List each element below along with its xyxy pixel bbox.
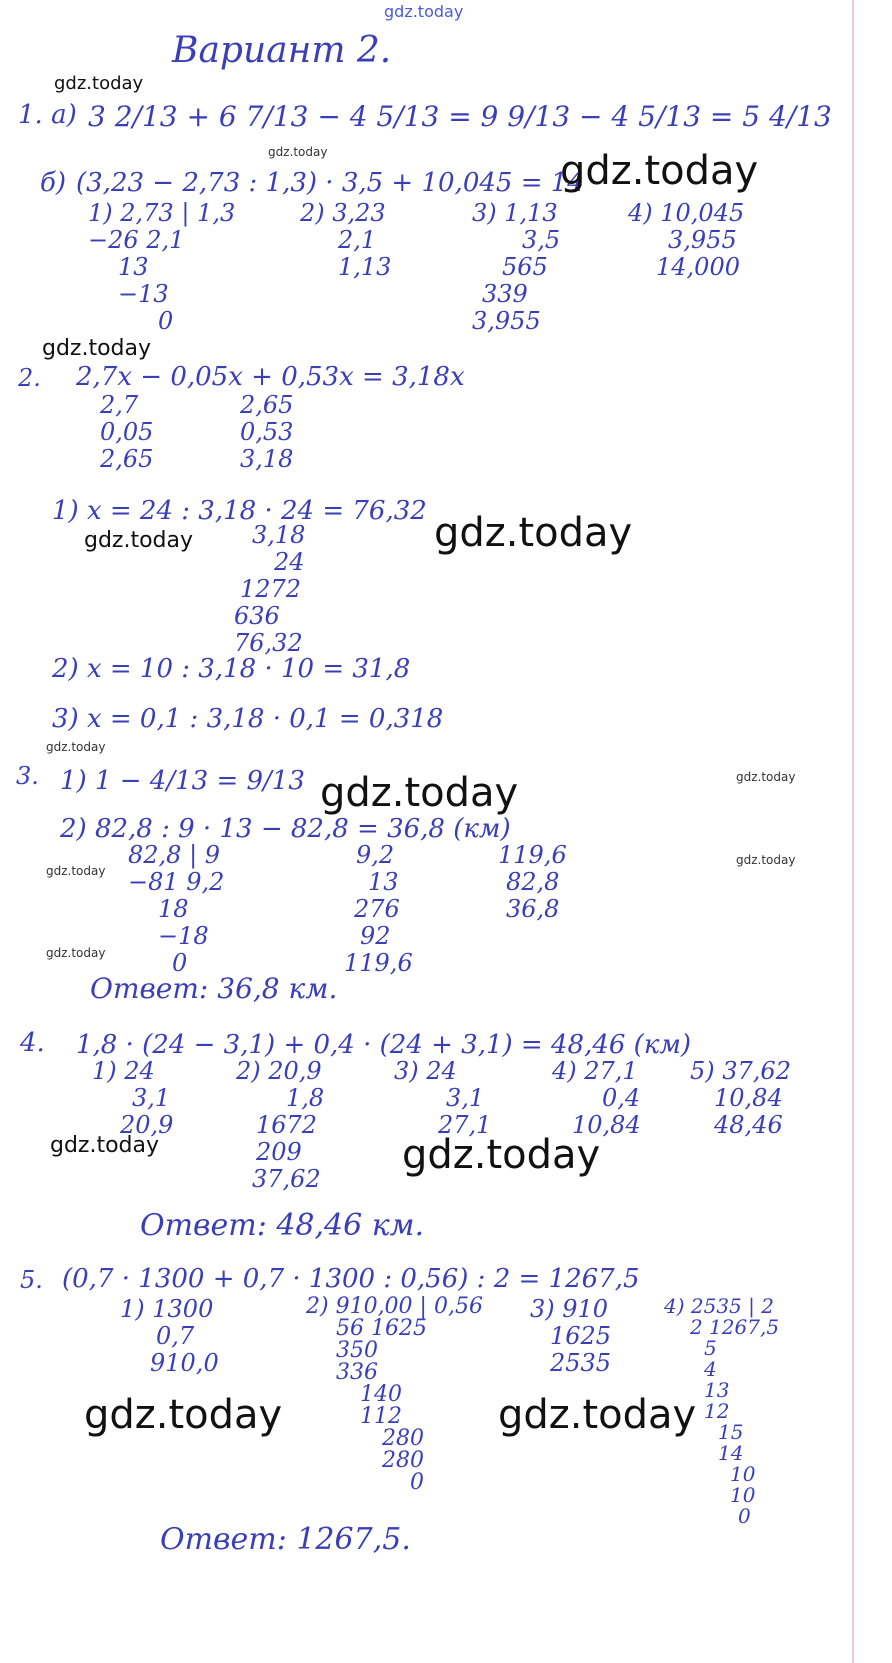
task5-step1-calc	[120, 1296, 219, 1377]
task5-step4-calc	[664, 1296, 779, 1527]
calc-line: 2,7	[100, 391, 139, 419]
task1-step4-calc	[628, 200, 744, 281]
task1-step2-calc	[300, 200, 391, 281]
calc-line: 2) 20,9	[236, 1057, 322, 1085]
task4-step5-calc	[690, 1058, 791, 1139]
watermark: gdz.today	[46, 946, 106, 960]
calc-line: 2,1	[338, 226, 377, 254]
calc-line: 209	[256, 1138, 302, 1166]
calc-line: 4	[704, 1357, 717, 1381]
calc-line: 1272	[240, 575, 302, 603]
calc-line: 3,1	[132, 1084, 171, 1112]
task4-number: 4.	[20, 1028, 45, 1058]
calc-line: 280	[382, 1426, 424, 1451]
calc-line: 13	[368, 868, 399, 896]
watermark: gdz.today	[50, 1133, 160, 1158]
calc-line: 1,8	[286, 1084, 325, 1112]
calc-line: 36,8	[506, 895, 560, 923]
calc-line: 0,4	[602, 1084, 641, 1112]
task5-answer: Ответ: 1267,5.	[160, 1522, 411, 1557]
calc-line: 910,0	[150, 1349, 219, 1377]
task4-expression: 1,8 · (24 − 3,1) + 0,4 · (24 + 3,1) = 48,46 (км)	[76, 1030, 692, 1060]
calc-line: 276	[354, 895, 400, 923]
watermark: gdz.today	[46, 864, 106, 878]
calc-line: 4) 10,045	[628, 199, 745, 227]
calc-line: 0	[172, 949, 188, 977]
task3-answer: Ответ: 36,8 км.	[90, 972, 338, 1005]
calc-line: 10,84	[714, 1084, 783, 1112]
page-title: Вариант 2.	[172, 30, 392, 71]
calc-line: 119,6	[498, 841, 567, 869]
watermark: gdz.today	[402, 1132, 601, 1178]
calc-line: 2 1267,5	[690, 1315, 780, 1339]
calc-line: 13	[704, 1378, 730, 1402]
calc-line: 3,5	[522, 226, 561, 254]
calc-line: 339	[482, 280, 528, 308]
calc-line: 0	[158, 307, 174, 335]
task3-mul-calc	[344, 842, 413, 977]
calc-line: 12	[704, 1399, 730, 1423]
calc-line: 0,53	[240, 418, 294, 446]
task2-calc-a	[100, 392, 153, 473]
calc-line: 112	[360, 1404, 402, 1429]
task4-step3-calc	[394, 1058, 491, 1139]
watermark: gdz.today	[84, 528, 194, 553]
calc-line: 4) 2535 | 2	[664, 1294, 774, 1318]
calc-line: 3) 1,13	[472, 199, 558, 227]
watermark: gdz.today	[46, 740, 106, 754]
calc-line: 1) 24	[92, 1057, 155, 1085]
calc-line: 3,18	[240, 445, 294, 473]
task1-b-number: б)	[40, 168, 67, 198]
calc-line: 10	[730, 1483, 756, 1507]
task5-step3-calc	[530, 1296, 611, 1377]
calc-line: 140	[360, 1382, 402, 1407]
calc-line: 2,65	[100, 445, 154, 473]
task3-number: 3.	[16, 762, 39, 790]
calc-line: −26 2,1	[88, 226, 185, 254]
calc-line: 82,8 | 9	[128, 841, 221, 869]
calc-line: −13	[118, 280, 169, 308]
watermark: gdz.today	[54, 73, 144, 94]
task1-step1-calc	[88, 200, 235, 335]
calc-line: 3) 910	[530, 1295, 609, 1323]
task3-step2: 2) 82,8 : 9 · 13 − 82,8 = 36,8 (км)	[60, 814, 511, 844]
watermark: gdz.today	[434, 510, 633, 556]
task3-step1: 1) 1 − 4/13 = 9/13	[60, 766, 305, 796]
calc-line: 14,000	[656, 253, 740, 281]
calc-line: 280	[382, 1448, 424, 1473]
calc-line: 27,1	[438, 1111, 492, 1139]
task5-step2-calc	[306, 1296, 483, 1494]
task1-step3-calc	[472, 200, 560, 335]
calc-line: −18	[158, 922, 209, 950]
calc-line: 1,13	[338, 253, 392, 281]
task4-step4-calc	[552, 1058, 641, 1139]
calc-line: 14	[718, 1441, 744, 1465]
calc-line: 2,65	[240, 391, 294, 419]
calc-line: 56 1625	[336, 1316, 427, 1341]
calc-line: 1) 1300	[120, 1295, 214, 1323]
watermark: gdz.today	[320, 770, 519, 816]
calc-line: 10,84	[572, 1111, 641, 1139]
task4-step2-calc	[236, 1058, 324, 1193]
task2-number: 2.	[18, 364, 41, 392]
task5-number: 5.	[20, 1266, 43, 1294]
task4-step1-calc	[92, 1058, 173, 1139]
calc-line: 3,18	[252, 521, 306, 549]
calc-line: 2) 910,00 | 0,56	[306, 1294, 483, 1319]
calc-line: 350	[336, 1338, 378, 1363]
calc-line: 0,05	[100, 418, 154, 446]
calc-line: −81 9,2	[128, 868, 225, 896]
task2-case3: 3) x = 0,1 : 3,18 · 0,1 = 0,318	[52, 704, 444, 734]
calc-line: 0	[738, 1504, 751, 1528]
task3-div-calc	[128, 842, 224, 977]
calc-line: 5) 37,62	[690, 1057, 791, 1085]
calc-line: 119,6	[344, 949, 413, 977]
watermark: gdz.today	[268, 145, 328, 159]
calc-line: 13	[118, 253, 149, 281]
calc-line: 0	[410, 1470, 424, 1495]
calc-line: 3,955	[472, 307, 541, 335]
calc-line: 9,2	[356, 841, 395, 869]
task5-expression: (0,7 · 1300 + 0,7 · 1300 : 0,56) : 2 = 1267,5	[62, 1264, 640, 1294]
task1-a-number: 1. а)	[18, 100, 77, 130]
calc-line: 5	[704, 1336, 717, 1360]
task2-case2: 2) x = 10 : 3,18 · 10 = 31,8	[52, 654, 411, 684]
task4-answer: Ответ: 48,46 км.	[140, 1208, 425, 1243]
calc-line: 1672	[256, 1111, 318, 1139]
task2-case1-calc	[234, 522, 305, 657]
calc-line: 1) 2,73 | 1,3	[88, 199, 236, 227]
task2-calc-b	[240, 392, 293, 473]
calc-line: 37,62	[252, 1165, 321, 1193]
calc-line: 48,46	[714, 1111, 783, 1139]
calc-line: 76,32	[234, 629, 303, 657]
watermark: gdz.today	[736, 770, 796, 784]
margin-line	[852, 0, 854, 1663]
watermark: gdz.today	[42, 336, 152, 361]
calc-line: 3,955	[668, 226, 737, 254]
watermark: gdz.today	[736, 853, 796, 867]
calc-line: 20,9	[120, 1111, 174, 1139]
task2-case1: 1) x = 24 : 3,18 · 24 = 76,32	[52, 496, 427, 526]
watermark: gdz.today	[84, 1392, 283, 1438]
task1-a-expression: 3 2/13 + 6 7/13 − 4 5/13 = 9 9/13 − 4 5/13 = 5 4/13	[88, 100, 832, 133]
calc-line: 24	[274, 548, 305, 576]
task3-sub-calc	[498, 842, 567, 923]
calc-line: 565	[502, 253, 548, 281]
task2-expression: 2,7x − 0,05x + 0,53x = 3,18x	[76, 362, 465, 392]
calc-line: 3,1	[446, 1084, 485, 1112]
calc-line: 336	[336, 1360, 378, 1385]
calc-line: 3) 24	[394, 1057, 457, 1085]
watermark-top: gdz.today	[384, 2, 464, 21]
calc-line: 2535	[550, 1349, 612, 1377]
calc-line: 1625	[550, 1322, 612, 1350]
watermark: gdz.today	[560, 148, 759, 194]
calc-line: 0,7	[156, 1322, 195, 1350]
calc-line: 4) 27,1	[552, 1057, 638, 1085]
watermark: gdz.today	[498, 1392, 697, 1438]
calc-line: 18	[158, 895, 189, 923]
task1-b-expression: (3,23 − 2,73 : 1,3) · 3,5 + 10,045 = 14	[76, 168, 584, 198]
calc-line: 636	[234, 602, 280, 630]
calc-line: 15	[718, 1420, 744, 1444]
calc-line: 82,8	[506, 868, 560, 896]
calc-line: 10	[730, 1462, 756, 1486]
calc-line: 2) 3,23	[300, 199, 386, 227]
calc-line: 92	[360, 922, 391, 950]
